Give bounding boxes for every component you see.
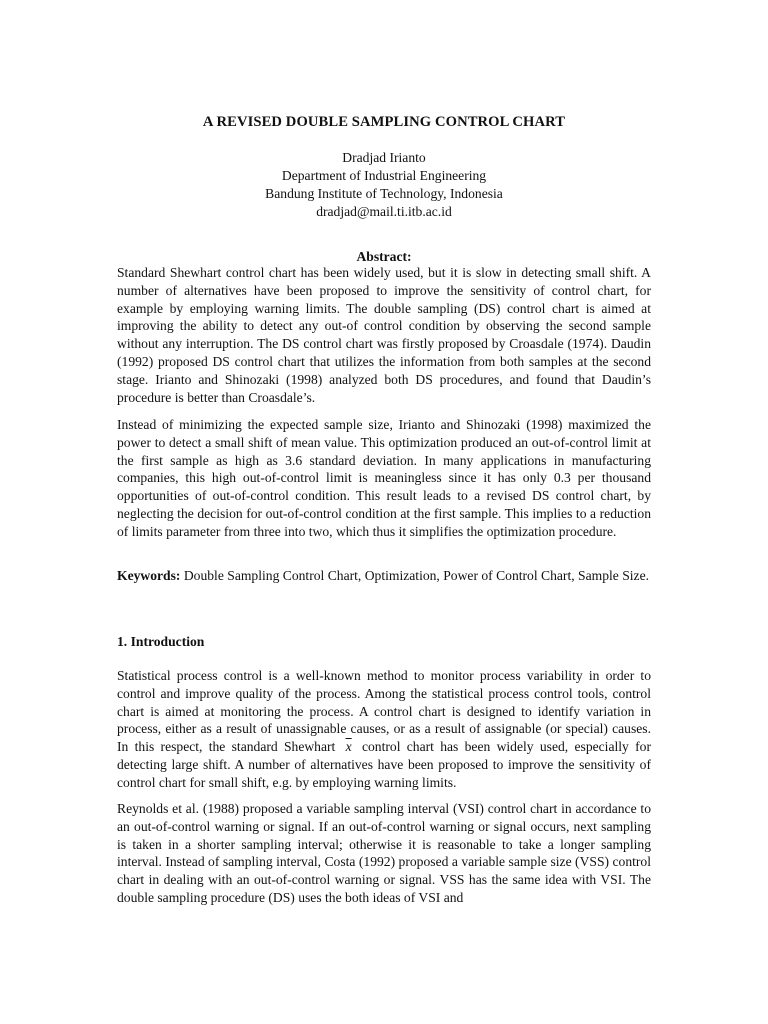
author-email: dradjad@mail.ti.itb.ac.id [316,204,452,219]
intro-p1-text-before: Statistical process control is a well-known method to monitor process variability in order to control and improve quality of the process. Among the statistical process control tools, control chart is aimed at monitoring the process. A control chart is designed to identify variation in process, either as a result of unassignable causes, or as a result of assignable (or special) causes. In this respect, the standard Shewhart [117,668,651,755]
abstract-paragraph-1: Standard Shewhart control chart has been widely used, but it is slow in detecting small shift. A number of alternatives have been proposed to improve the sensitivity of control chart, for example by employing warning limits. The double sampling (DS) control chart is aimed at improving the ability to detect any out-of control condition by observing the second sample without any interruption. The DS control chart was firstly proposed by Croasdale (1974). Daudin (1992) proposed DS control chart that utilizes the information from both samples at the second stage. Irianto and Shinozaki (1998) analyzed both DS procedures, and found that Daudin’s procedure is better than Croasdale’s. [117,265,651,405]
keywords-text: Double Sampling Control Chart, Optimization, Power of Control Chart, Sample Size. [183,568,649,583]
abstract-heading: Abstract: [356,249,412,264]
author-department: Department of Industrial Engineering [281,168,487,183]
keywords [117,567,651,585]
intro-p1-text-after: control chart has been widely used, especially for detecting large shift. A number of alternatives have been proposed to improve the sensitivity of control chart for small shift, e.g. by employing warning limits. [117,739,651,790]
keywords-label: Keywords: [117,568,181,583]
xbar-symbol: $\overline{x}$ [345,739,352,755]
introduction-paragraph-2: Reynolds et al. (1988) proposed a variable sampling interval (VSI) control chart in accordance to an out-of-control warning or signal. If an out-of-control warning or signal occurs, next sampling is taken in a shorter sampling interval; otherwise it is reasonable to take a longer sampling interval. Instead of sampling interval, Costa (1992) proposed a variable sample size (VSS) control chart in dealing with an out-of-control warning or signal. VSS has the same idea with VSI. The double sampling procedure (DS) uses the both ideas of VSI and [117,801,651,905]
section-heading-introduction: 1. Introduction [117,634,205,649]
paper-title: A REVISED DOUBLE SAMPLING CONTROL CHART [202,114,566,130]
author-block [0,149,768,221]
introduction-paragraph-1 [117,667,651,792]
author-institution: Bandung Institute of Technology, Indonesia [265,186,503,201]
abstract-paragraph-2: Instead of minimizing the expected sample size, Irianto and Shinozaki (1998) maximized the power to detect a small shift of mean value. This optimization produced an out-of-control limit at the first sample as high as 3.6 standard deviation. In many applications in manufacturing companies, this high out-of-control limit is meaningless since it has only 0.3 per thousand opportunities of out-of-control condition. This result leads to a revised DS control chart, by neglecting the decision for out-of-control condition at the first sample. This implies to a reduction of limits parameter from three into two, which thus it simplifies the optimization procedure. [117,417,651,539]
author-name: Dradjad Irianto [342,150,426,165]
